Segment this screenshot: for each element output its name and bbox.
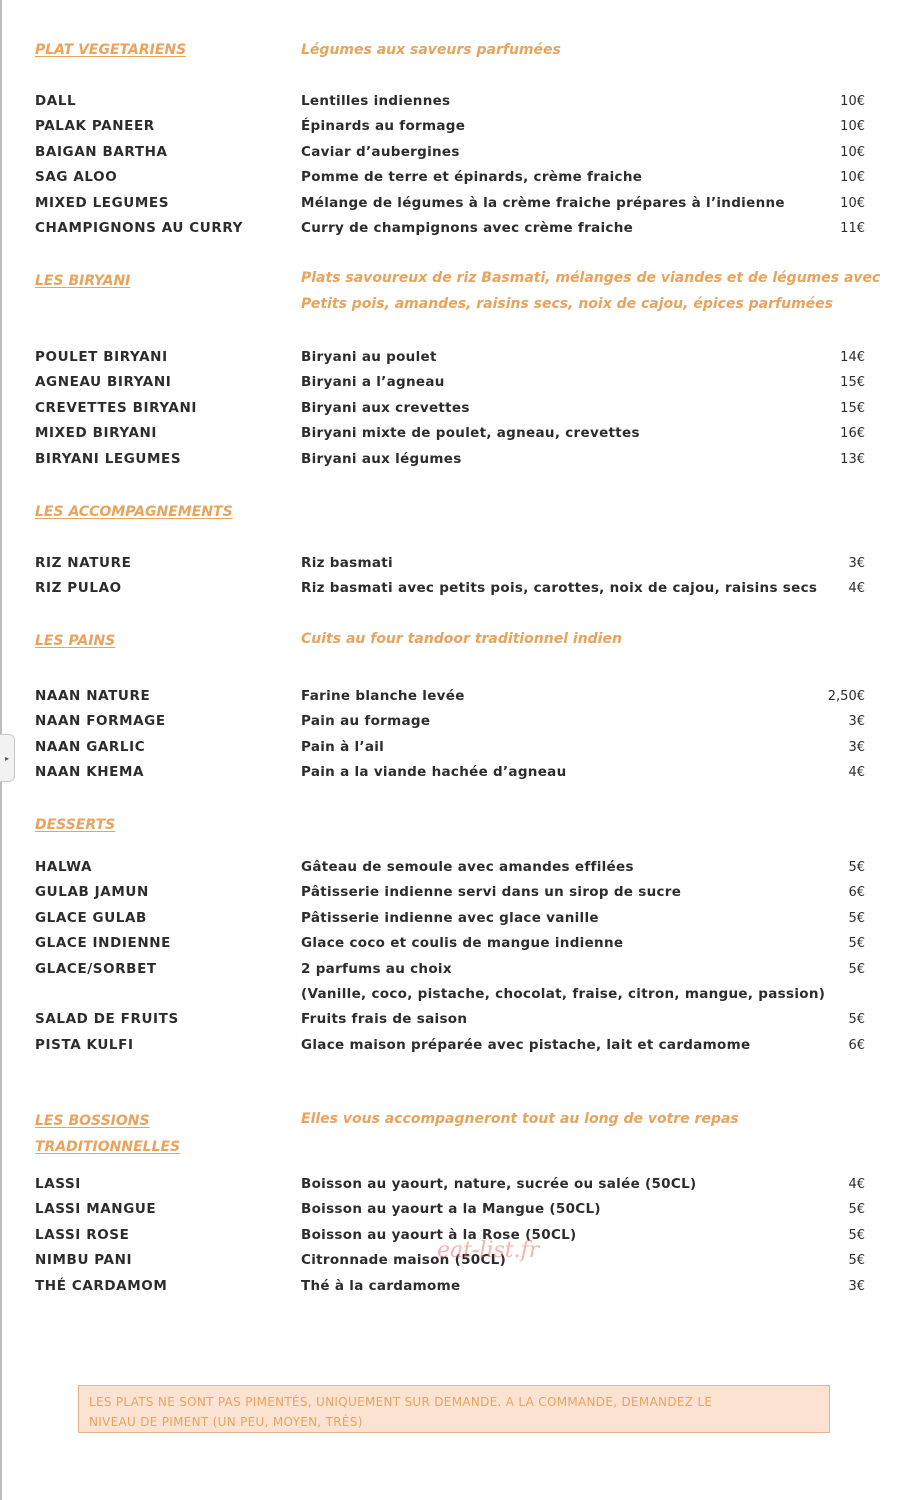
item-description: Biryani a l’agneau (301, 374, 445, 391)
item-description: Glace maison préparée avec pistache, lait et cardamome (301, 1036, 751, 1053)
spice-notice (78, 1385, 830, 1433)
menu-item-row (0, 140, 913, 165)
item-name: PISTA KULFI (35, 1036, 134, 1053)
section-title: LES ACCOMPAGNEMENTS (35, 504, 233, 520)
section-title: PLAT VEGETARIENS (35, 42, 187, 58)
item-price: 16€ (840, 426, 865, 442)
item-price: 5€ (848, 1202, 865, 1218)
item-description: Boisson au yaourt à la Rose (50CL) (301, 1226, 577, 1243)
item-price: 10€ (840, 119, 865, 135)
item-name: GLACE GULAB (35, 909, 147, 926)
item-name: MIXED BIRYANI (35, 425, 158, 442)
item-description: Farine blanche levée (301, 688, 465, 704)
watermark: eat-list.fr (437, 1238, 540, 1263)
item-description: Pain à l’ail (301, 738, 385, 755)
item-description: Fruits frais de saison (301, 1011, 468, 1028)
item-description: Riz basmati (301, 555, 393, 571)
item-name: AGNEAU BIRYANI (35, 374, 172, 391)
item-name: GLACE INDIENNE (35, 935, 171, 952)
item-price: 5€ (848, 961, 865, 977)
menu-item-row (0, 421, 913, 446)
item-name: CHAMPIGNONS AU CURRY (35, 220, 243, 236)
item-name: MIXED LEGUMES (35, 194, 170, 211)
item-name: NAAN GARLIC (35, 738, 146, 755)
menu-item-row (0, 1274, 913, 1299)
item-description: Boisson au yaourt, nature, sucrée ou salée (50CL) (301, 1176, 697, 1192)
item-name: DALL (35, 93, 77, 109)
item-description: Biryani aux crevettes (301, 399, 470, 416)
item-name: NAAN NATURE (35, 688, 151, 704)
menu-item-row (0, 957, 913, 982)
item-name: RIZ PULAO (35, 580, 122, 597)
item-price: 10€ (840, 94, 865, 109)
chevron-right-icon: ▸ (4, 753, 9, 763)
item-price: 15€ (840, 375, 865, 391)
item-price: 4€ (848, 1177, 865, 1192)
item-name: SALAD DE FRUITS (35, 1011, 179, 1028)
menu-item-row (0, 576, 913, 601)
item-description: Pomme de terre et épinards, crème fraiche (301, 169, 643, 186)
item-name: NAAN FORMAGE (35, 713, 166, 730)
item-price: 3€ (848, 714, 865, 730)
item-price: 14€ (840, 350, 865, 365)
menu-item-row (0, 735, 913, 760)
menu-item-row (0, 1197, 913, 1222)
item-name: CREVETTES BIRYANI (35, 399, 197, 416)
item-price: 4€ (848, 765, 865, 781)
menu-item-row (0, 931, 913, 956)
menu-item-row (0, 345, 913, 370)
item-description: (Vanille, coco, pistache, chocolat, fraise, citron, mangue, passion) (301, 986, 826, 1002)
item-description: Biryani au poulet (301, 349, 437, 365)
menu-item-row (0, 216, 913, 241)
item-price: 2,50€ (827, 689, 865, 704)
menu-item-row (0, 760, 913, 785)
item-price: 11€ (840, 221, 865, 236)
item-price: 10€ (840, 144, 865, 160)
item-description: 2 parfums au choix (301, 960, 452, 977)
menu-item-row (0, 684, 913, 709)
item-description: Pain au formage (301, 713, 431, 730)
section-subtitle: Plats savoureux de riz Basmati, mélanges de viandes et de légumes avec Petits pois, amandes, raisins secs, noix de cajou, épices parfumées (301, 270, 881, 312)
item-name: GULAB JAMUN (35, 884, 149, 901)
item-name: THÉ CARDAMOM (35, 1277, 168, 1294)
item-price: 5€ (848, 1012, 865, 1028)
menu-item-row (0, 396, 913, 421)
item-price: 13€ (840, 451, 865, 467)
menu-item-row (0, 370, 913, 395)
item-price: 5€ (848, 936, 865, 952)
menu-item-row (0, 880, 913, 905)
section-subtitle: Elles vous accompagneront tout au long de votre repas (301, 1111, 739, 1127)
section-title: LES BIRYANI (35, 273, 131, 289)
item-price: 3€ (848, 739, 865, 755)
item-description: Pâtisserie indienne avec glace vanille (301, 909, 599, 926)
item-description: Curry de champignons avec crème fraiche (301, 220, 634, 236)
item-description: Riz basmati avec petits pois, carottes, noix de cajou, raisins secs (301, 580, 818, 597)
item-price: 10€ (840, 195, 865, 211)
item-name: LASSI MANGUE (35, 1201, 157, 1218)
section-title: DESSERTS (35, 817, 116, 833)
item-description: Lentilles indiennes (301, 93, 451, 109)
item-name: POULET BIRYANI (35, 349, 168, 365)
item-description: Biryani aux légumes (301, 450, 462, 467)
menu-item-row (0, 982, 913, 1007)
menu-item-row (0, 114, 913, 139)
item-description: Glace coco et coulis de mangue indienne (301, 935, 624, 952)
section-subtitle: Cuits au four tandoor traditionnel indien (301, 631, 622, 647)
item-description: Pain a la viande hachée d’agneau (301, 764, 567, 781)
item-description: Boisson au yaourt a la Mangue (50CL) (301, 1201, 601, 1218)
item-price: 4€ (848, 581, 865, 597)
item-name: NAAN KHEMA (35, 764, 145, 781)
item-name: LASSI ROSE (35, 1226, 130, 1243)
menu-item-row (0, 1007, 913, 1032)
item-description: Biryani mixte de poulet, agneau, crevettes (301, 425, 640, 442)
item-name: SAG ALOO (35, 169, 118, 186)
menu-item-row (0, 906, 913, 931)
item-description: Épinards au formage (301, 118, 466, 135)
spice-notice-line-2: NIVEAU DE PIMENT (UN PEU, MOYEN, TRÈS) (89, 1415, 363, 1429)
item-price: 6€ (848, 885, 865, 901)
section-subtitle: Légumes aux saveurs parfumées (301, 42, 561, 58)
item-name: NIMBU PANI (35, 1252, 133, 1269)
item-price: 3€ (848, 1278, 865, 1294)
menu-item-row (0, 165, 913, 190)
section-title: LES BOSSIONS TRADITIONNELLES (35, 1113, 181, 1155)
item-price: 3€ (848, 556, 865, 571)
item-description: Pâtisserie indienne servi dans un sirop de sucre (301, 884, 682, 901)
item-name: LASSI (35, 1176, 81, 1192)
item-price: 6€ (848, 1037, 865, 1053)
item-description: Thé à la cardamome (301, 1277, 461, 1294)
menu-item-row (0, 551, 913, 576)
item-description: Citronnade maison (50CL) (301, 1252, 507, 1269)
item-name: BAIGAN BARTHA (35, 143, 168, 160)
item-name: HALWA (35, 859, 93, 875)
item-price: 5€ (848, 910, 865, 926)
menu-item-row (0, 709, 913, 734)
item-price: 15€ (840, 400, 865, 416)
item-description: Caviar d’aubergines (301, 143, 460, 160)
item-description: Gâteau de semoule avec amandes effilées (301, 859, 634, 875)
menu-item-row (0, 855, 913, 880)
menu-item-row (0, 1172, 913, 1197)
menu-item-row (0, 447, 913, 472)
item-name: PALAK PANEER (35, 118, 155, 135)
menu-item-row (0, 191, 913, 216)
item-description: Mélange de légumes à la crème fraiche prépares à l’indienne (301, 194, 785, 211)
item-price: 5€ (848, 860, 865, 875)
item-price: 5€ (848, 1253, 865, 1269)
item-name: GLACE/SORBET (35, 960, 157, 977)
item-price: 10€ (840, 170, 865, 186)
section-title: LES PAINS (35, 633, 116, 649)
item-name: BIRYANI LEGUMES (35, 450, 182, 467)
item-price: 5€ (848, 1227, 865, 1243)
spice-notice-line-1: LES PLATS NE SONT PAS PIMENTÉS, UNIQUEMENT SUR DEMANDE. A LA COMMANDE, DEMANDEZ LE (89, 1395, 713, 1409)
menu-item-row (0, 89, 913, 114)
item-name: RIZ NATURE (35, 555, 132, 571)
menu-item-row (0, 1033, 913, 1058)
